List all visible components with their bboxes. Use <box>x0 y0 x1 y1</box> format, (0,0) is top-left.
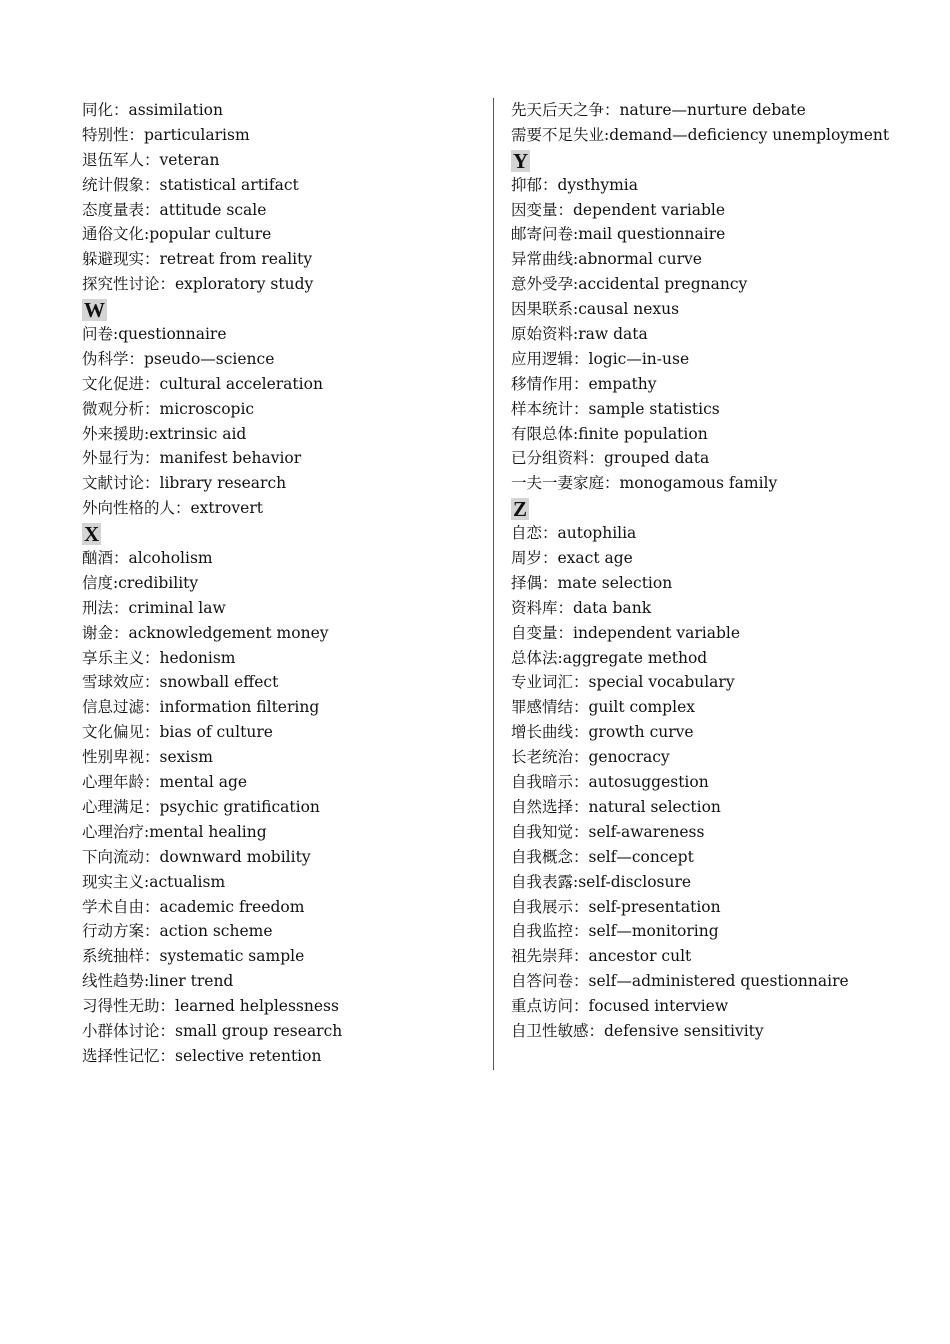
glossary-entry: 样本统计：sample statistics <box>511 399 720 418</box>
glossary-entry: 心理年龄：mental age <box>82 773 248 792</box>
glossary-entry: 长老统治：genocracy <box>511 748 670 767</box>
glossary-entry: 异常曲线:abnormal curve <box>511 250 702 269</box>
section-letter: Y <box>513 148 529 173</box>
section-letter: X <box>84 522 100 547</box>
glossary-entry: 自然选择：natural selection <box>511 797 721 816</box>
glossary-entry: 躲避现实：retreat from reality <box>82 250 313 269</box>
glossary-entry: 外来援助:extrinsic aid <box>82 424 247 443</box>
glossary-entry: 系统抽样：systematic sample <box>82 947 305 966</box>
glossary-entry: 专业词汇：special vocabulary <box>511 673 735 692</box>
glossary-entry: 自我暗示：autosuggestion <box>511 773 709 792</box>
glossary-entry: 态度量表：attitude scale <box>82 200 267 219</box>
glossary-entry: 退伍军人：veteran <box>82 150 220 169</box>
glossary-entry: 已分组资料：grouped data <box>511 449 710 468</box>
glossary-entry: 现实主义:actualism <box>82 872 226 891</box>
glossary-entry: 意外受孕:accidental pregnancy <box>511 275 748 294</box>
glossary-entry: 邮寄问卷:mail questionnaire <box>511 225 726 244</box>
glossary-entry: 文化偏见：bias of culture <box>82 723 273 742</box>
glossary-right-column <box>511 98 931 1044</box>
glossary-entry: 自变量：independent variable <box>511 623 741 642</box>
glossary-entry: 外向性格的人：extrovert <box>82 499 263 518</box>
glossary-entry: 选择性记忆：selective retention <box>82 1046 322 1065</box>
glossary-entry: 小群体讨论：small group research <box>82 1021 343 1040</box>
glossary-entry: 文献讨论：library research <box>82 474 287 493</box>
glossary-entry: 微观分析：microscopic <box>82 399 255 418</box>
glossary-entry: 自答问卷：self—administered questionnaire <box>511 972 849 991</box>
glossary-entry: 重点访问：focused interview <box>511 997 729 1016</box>
glossary-entry: 择偶：mate selection <box>511 573 673 592</box>
glossary-entry: 自我概念：self—concept <box>511 847 694 866</box>
glossary-entry: 下向流动：downward mobility <box>82 847 311 866</box>
glossary-entry: 自恋：autophilia <box>511 524 637 543</box>
glossary-entry: 信度:credibility <box>82 573 199 592</box>
glossary-entry: 有限总体:finite population <box>511 424 708 443</box>
glossary-entry: 文化促进：cultural acceleration <box>82 374 323 393</box>
glossary-entry: 抑郁：dysthymia <box>511 175 638 194</box>
glossary-entry: 因变量：dependent variable <box>511 200 726 219</box>
section-letter-heading <box>82 297 482 322</box>
glossary-entry: 因果联系:causal nexus <box>511 300 680 319</box>
glossary-entry: 增长曲线：growth curve <box>511 723 694 742</box>
glossary-left-column <box>82 98 482 1069</box>
glossary-entry: 原始资料:raw data <box>511 325 648 344</box>
section-letter-heading <box>511 148 931 173</box>
glossary-entry: 资料库：data bank <box>511 598 652 617</box>
glossary-entry: 通俗文化:popular culture <box>82 225 272 244</box>
glossary-entry: 一夫一妻家庭：monogamous family <box>511 474 778 493</box>
glossary-entry: 周岁：exact age <box>511 549 633 568</box>
glossary-entry: 线性趋势:liner trend <box>82 972 234 991</box>
glossary-entry: 需要不足失业:demand—deficiency unemployment <box>511 125 890 144</box>
glossary-entry: 外显行为：manifest behavior <box>82 449 302 468</box>
glossary-entry: 学术自由：academic freedom <box>82 897 305 916</box>
glossary-entry: 心理满足：psychic gratification <box>82 797 320 816</box>
glossary-entry: 自我监控：self—monitoring <box>511 922 719 941</box>
column-divider <box>493 98 494 1070</box>
glossary-entry: 自我展示：self-presentation <box>511 897 721 916</box>
glossary-entry: 刑法：criminal law <box>82 598 226 617</box>
glossary-entry: 应用逻辑：logic—in-use <box>511 349 690 368</box>
glossary-entry: 谢金：acknowledgement money <box>82 623 329 642</box>
glossary-entry: 行动方案：action scheme <box>82 922 273 941</box>
section-letter-heading <box>511 496 931 521</box>
glossary-entry: 自我知觉：self-awareness <box>511 822 705 841</box>
glossary-entry: 自卫性敏感：defensive sensitivity <box>511 1021 764 1040</box>
glossary-entry: 雪球效应：snowball effect <box>82 673 279 692</box>
glossary-entry: 性别卑视：sexism <box>82 748 213 767</box>
section-letter-heading <box>82 521 482 546</box>
glossary-entry: 心理治疗:mental healing <box>82 822 267 841</box>
glossary-entry: 信息过滤：information filtering <box>82 698 320 717</box>
glossary-entry: 自我表露:self-disclosure <box>511 872 692 891</box>
glossary-entry: 同化：assimilation <box>82 101 223 119</box>
glossary-entry: 总体法:aggregate method <box>511 648 708 667</box>
glossary-entry: 特别性：particularism <box>82 125 250 144</box>
glossary-entry: 享乐主义：hedonism <box>82 648 236 667</box>
section-letter: Z <box>513 497 528 522</box>
glossary-entry: 先天后天之争：nature—nurture debate <box>511 101 806 119</box>
glossary-entry: 祖先崇拜：ancestor cult <box>511 947 692 966</box>
glossary-entry: 问卷:questionnaire <box>82 325 227 344</box>
glossary-entry: 罪感情结：guilt complex <box>511 698 695 717</box>
glossary-entry: 统计假象：statistical artifact <box>82 175 299 194</box>
section-letter: W <box>84 298 105 323</box>
glossary-entry: 伪科学：pseudo—science <box>82 349 275 368</box>
glossary-entry: 探究性讨论：exploratory study <box>82 275 314 294</box>
glossary-entry: 酗酒：alcoholism <box>82 549 213 568</box>
glossary-entry: 移情作用：empathy <box>511 374 657 393</box>
glossary-entry: 习得性无助：learned helplessness <box>82 997 339 1016</box>
